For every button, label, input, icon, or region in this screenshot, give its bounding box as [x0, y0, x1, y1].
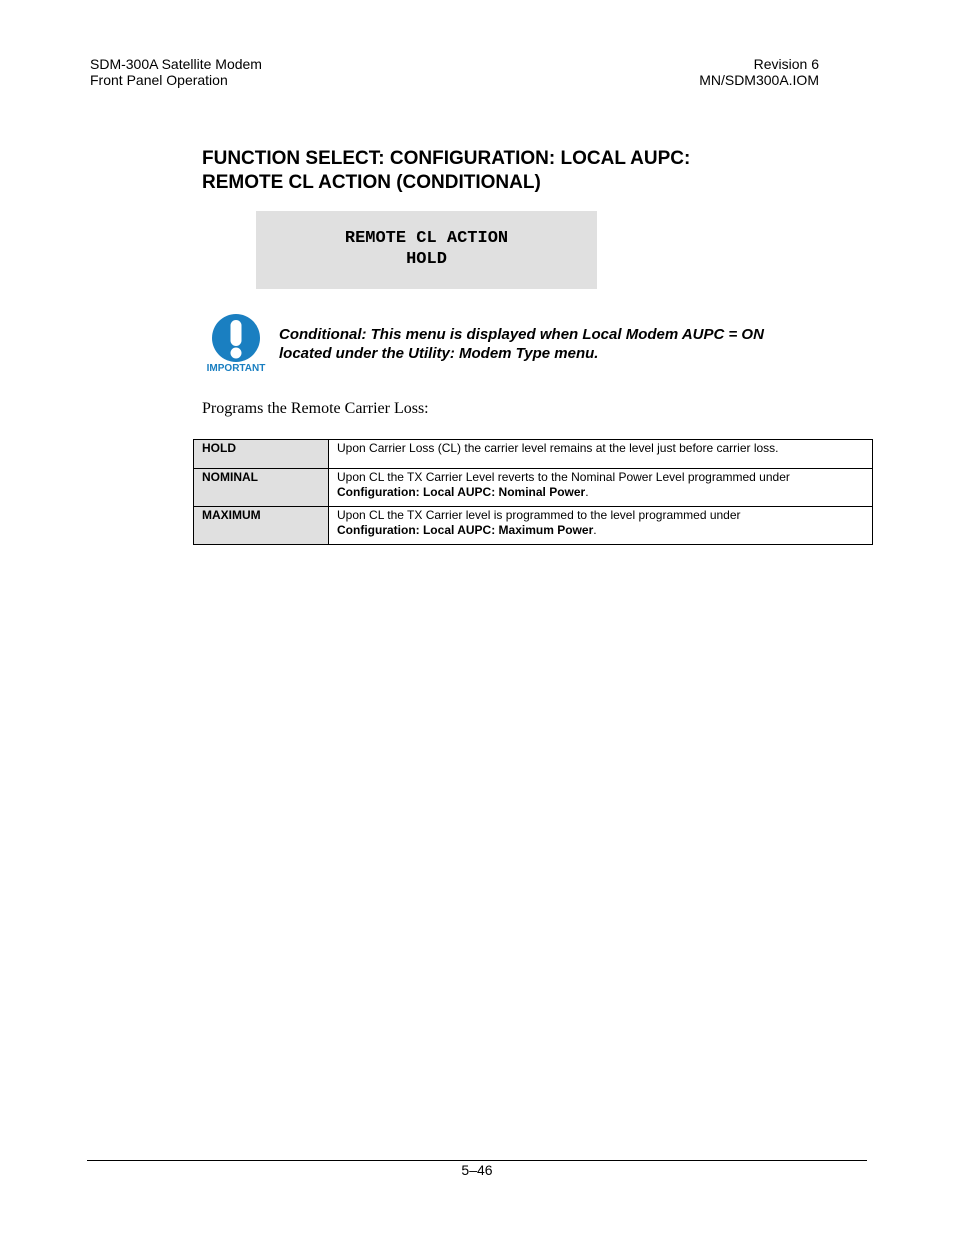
important-label: IMPORTANT	[206, 363, 266, 374]
option-key: NOMINAL	[194, 469, 329, 507]
option-menu-reference: Configuration: Local AUPC: Maximum Power	[337, 523, 594, 537]
option-key: MAXIMUM	[194, 507, 329, 545]
option-description	[329, 507, 873, 545]
header-section-title: Front Panel Operation	[90, 72, 228, 88]
important-notice	[204, 313, 268, 377]
header-document-title: SDM-300A Satellite Modem	[90, 56, 262, 72]
intro-paragraph: Programs the Remote Carrier Loss:	[202, 400, 429, 417]
page-header-right	[699, 56, 819, 88]
option-description	[329, 440, 873, 469]
header-revision: Revision 6	[753, 56, 819, 72]
section-title-line2: REMOTE CL ACTION (CONDITIONAL)	[202, 172, 541, 193]
display-line2: HOLD	[406, 250, 447, 269]
page-number: 5–46	[461, 1162, 493, 1178]
front-panel-display	[256, 211, 597, 289]
option-key: HOLD	[194, 440, 329, 469]
option-description-text: Upon CL the TX Carrier Level reverts to the Nominal Power Level programmed under	[337, 470, 790, 484]
option-reference-period: .	[593, 523, 597, 537]
option-reference-period: .	[585, 485, 589, 499]
conditional-note	[279, 325, 839, 363]
option-description	[329, 469, 873, 507]
page-header-left	[90, 56, 262, 88]
important-icon	[211, 313, 261, 363]
footer-divider	[87, 1160, 867, 1161]
section-title	[202, 147, 822, 195]
conditional-note-line1: Conditional: This menu is displayed when Local Modem AUPC = ON	[279, 326, 764, 343]
display-line1: REMOTE CL ACTION	[344, 229, 509, 248]
option-description-text: Upon Carrier Loss (CL) the carrier level remains at the level just before carrier loss.	[337, 441, 779, 455]
options-table	[193, 439, 873, 545]
option-menu-reference: Configuration: Local AUPC: Nominal Power	[337, 485, 586, 499]
section-title-line1: FUNCTION SELECT: CONFIGURATION: LOCAL AUPC:	[202, 148, 691, 169]
table-row	[194, 440, 873, 469]
option-description-text: Upon CL the TX Carrier level is programmed to the level programmed under	[337, 508, 741, 522]
conditional-note-line2: located under the Utility: Modem Type menu.	[279, 345, 599, 362]
table-row	[194, 469, 873, 507]
header-document-number: MN/SDM300A.IOM	[699, 72, 819, 88]
table-row	[194, 507, 873, 545]
